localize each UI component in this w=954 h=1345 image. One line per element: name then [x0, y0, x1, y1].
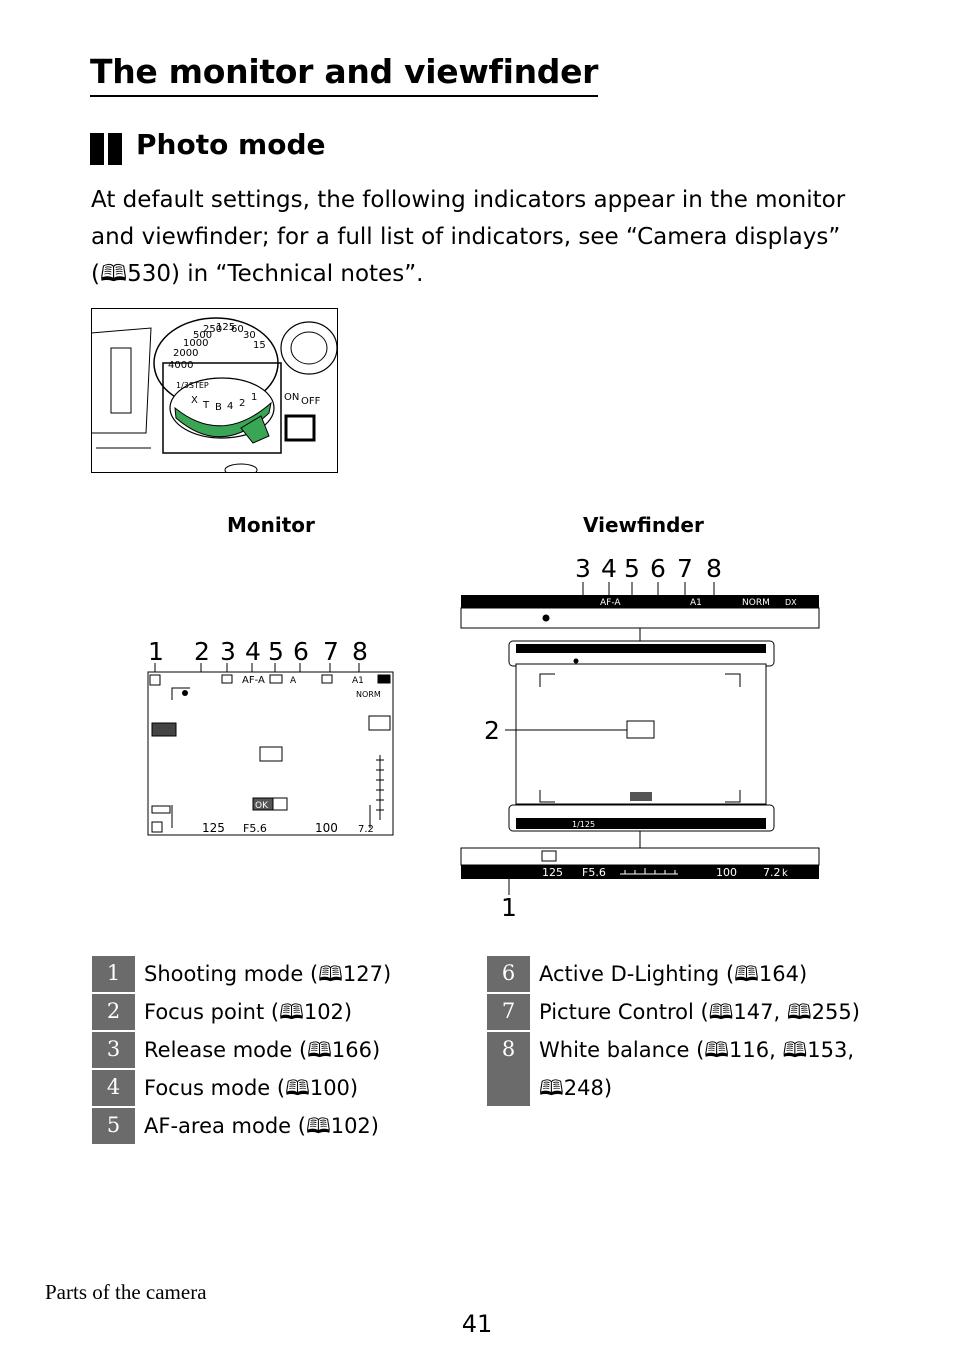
- vf-area: DX: [785, 598, 797, 607]
- dial-mark-on: ON: [284, 392, 300, 403]
- dial-mark-t: T: [203, 400, 210, 411]
- legend-text: White balance (🕮116, 🕮153,: [539, 1038, 854, 1062]
- legend-number: 5: [92, 1108, 135, 1144]
- monitor-focus-mode-icon: AF-A: [242, 675, 265, 686]
- vf-focus-mode-icon: AF-A: [600, 598, 621, 608]
- legend-text: Shooting mode (🕮127): [144, 962, 392, 986]
- viewfinder-callout-3: 3: [575, 554, 591, 583]
- viewfinder-callout-1: 1: [501, 893, 517, 922]
- vf-remaining: 7.2: [763, 866, 781, 879]
- dial-mark-b: B: [215, 402, 222, 413]
- monitor-label: Monitor: [227, 513, 315, 537]
- vf-small-shutter: 1/125: [572, 820, 596, 829]
- section-marker-icon: [90, 133, 123, 165]
- dial-mark-2: 2: [239, 398, 246, 409]
- page-title: The monitor and viewfinder: [90, 52, 598, 97]
- monitor-shutter: 125: [202, 821, 225, 835]
- monitor-callout-5: 5: [268, 637, 284, 666]
- viewfinder-callout-4: 4: [601, 554, 617, 583]
- page-number: 41: [461, 1310, 493, 1338]
- viewfinder-label: Viewfinder: [583, 513, 704, 537]
- dial-mark-2000: 2000: [173, 348, 199, 359]
- legend-text: AF-area mode (🕮102): [144, 1114, 379, 1138]
- viewfinder-callout-5: 5: [624, 554, 640, 583]
- dial-mark-4: 4: [227, 401, 234, 412]
- monitor-callout-8: 8: [352, 637, 368, 666]
- legend-text: Focus point (🕮102): [144, 1000, 353, 1024]
- mode-dial-illustration: [91, 308, 338, 473]
- viewfinder-callout-2: 2: [484, 716, 500, 745]
- monitor-quality: NORM: [356, 690, 381, 699]
- monitor-diagram: [140, 630, 400, 845]
- legend-text: Focus mode (🕮100): [144, 1076, 359, 1100]
- vf-remaining-unit: k: [782, 868, 788, 879]
- legend-text: Release mode (🕮166): [144, 1038, 381, 1062]
- vf-picture-control: A1: [690, 598, 702, 608]
- legend-number: 3: [92, 1032, 135, 1068]
- dial-mark-30: 30: [243, 330, 256, 341]
- monitor-picture-control: A1: [352, 676, 364, 686]
- monitor-ok-button: OK: [255, 801, 268, 811]
- legend-number: 2: [92, 994, 135, 1030]
- monitor-aperture: F5.6: [243, 822, 267, 835]
- monitor-callout-3: 3: [220, 637, 236, 666]
- dial-mark-x: X: [191, 395, 198, 406]
- dial-mark-1000: 1000: [183, 338, 209, 349]
- monitor-adl-icon: A: [290, 676, 297, 686]
- dial-mark-step: 1/3STEP: [176, 381, 209, 390]
- monitor-iso: 100: [315, 821, 338, 835]
- dial-mark-4000: 4000: [168, 360, 194, 371]
- monitor-remaining: 7.2: [358, 824, 374, 835]
- legend-text: Active D-Lighting (🕮164): [539, 962, 808, 986]
- dial-mark-250: 250: [203, 324, 223, 335]
- viewfinder-diagram: [460, 552, 822, 922]
- footer-section-name: Parts of the camera: [45, 1280, 207, 1304]
- vf-shutter: 125: [542, 866, 563, 879]
- dial-mark-500: 500: [193, 330, 213, 341]
- monitor-callout-4: 4: [245, 637, 261, 666]
- dial-mark-15: 15: [253, 340, 266, 351]
- section-title: Photo mode: [136, 128, 326, 161]
- dial-mark-off: OFF: [301, 396, 321, 407]
- legend-text: Picture Control (🕮147, 🕮255): [539, 1000, 860, 1024]
- legend-number: 4: [92, 1070, 135, 1106]
- viewfinder-callout-8: 8: [706, 554, 722, 583]
- intro-paragraph: At default settings, the following indicators appear in the monitor and viewfinder; for a full list of indicators, see “Camera displays” (🕮530) in “Technical notes”.: [91, 187, 846, 287]
- dial-mark-125: 125: [216, 322, 236, 333]
- legend-text-continued: 🕮248): [539, 1076, 613, 1100]
- viewfinder-callout-7: 7: [677, 554, 693, 583]
- dial-mark-1: 1: [251, 392, 258, 403]
- monitor-callout-6: 6: [293, 637, 309, 666]
- viewfinder-callout-6: 6: [650, 554, 666, 583]
- legend-number: 7: [487, 994, 530, 1030]
- legend-number: 1: [92, 956, 135, 992]
- legend-number: 8: [487, 1032, 530, 1106]
- monitor-callout-7: 7: [323, 637, 339, 666]
- vf-aperture: F5.6: [582, 866, 606, 879]
- monitor-callout-1: 1: [148, 637, 164, 666]
- monitor-callout-2: 2: [194, 637, 210, 666]
- legend-number: 6: [487, 956, 530, 992]
- vf-quality: NORM: [742, 598, 770, 608]
- dial-mark-60: 60: [231, 324, 244, 335]
- vf-iso: 100: [716, 866, 737, 879]
